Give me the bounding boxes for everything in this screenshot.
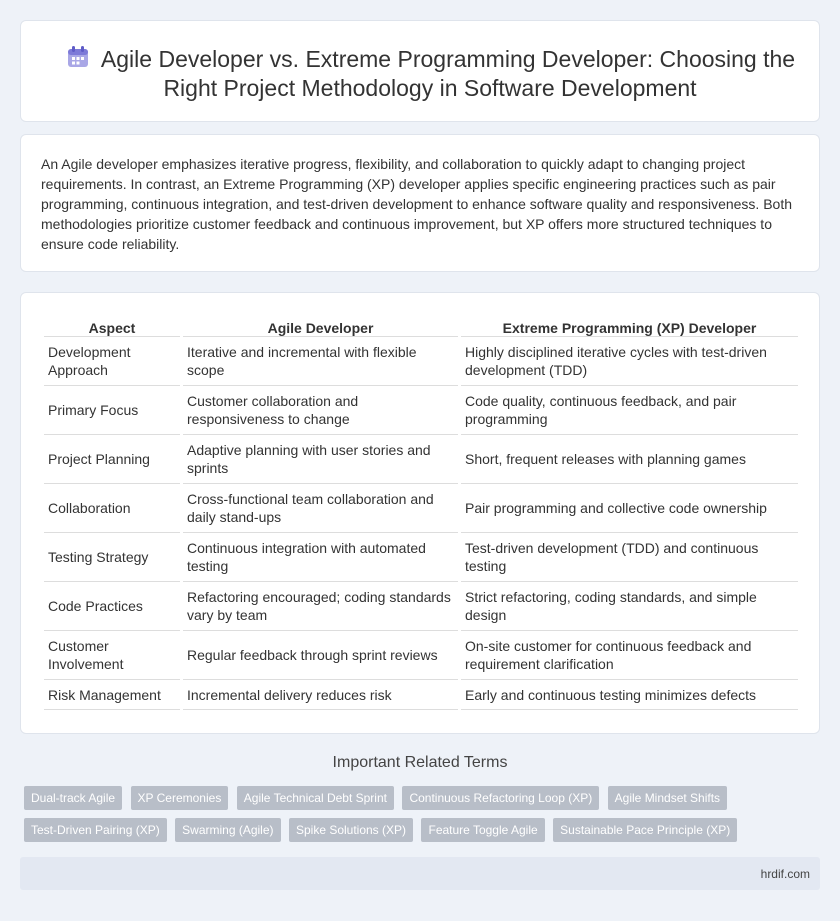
cell-xp: On-site customer for continuous feedback and requirement clarification bbox=[461, 631, 798, 680]
tag-link[interactable]: Swarming (Agile) bbox=[175, 818, 280, 842]
tag-link[interactable]: Sustainable Pace Principle (XP) bbox=[553, 818, 737, 842]
intro-card bbox=[20, 134, 820, 272]
table-row bbox=[44, 533, 798, 582]
cell-aspect: Customer Involvement bbox=[44, 631, 180, 680]
cell-aspect: Project Planning bbox=[44, 435, 180, 484]
related-terms-title: Important Related Terms bbox=[332, 754, 508, 771]
table-row bbox=[44, 680, 798, 710]
cell-xp: Test-driven development (TDD) and continuous testing bbox=[461, 533, 798, 582]
intro-paragraph: An Agile developer emphasizes iterative progress, flexibility, and collaboration to quickly adapt to changing project requirements. In contrast, an Extreme Programming (XP) developer applies specific engineering practices such as pair programming, continuous integration, and test-driven development to enhance software quality and responsiveness. Both methodologies prioritize customer feedback and continuous improvement, but XP offers more structured techniques to ensure code reliability. bbox=[41, 156, 793, 252]
tag-link[interactable]: Agile Technical Debt Sprint bbox=[237, 786, 394, 810]
table-row bbox=[44, 386, 798, 435]
tag-link[interactable]: Feature Toggle Agile bbox=[421, 818, 544, 842]
tag-link[interactable]: Test-Driven Pairing (XP) bbox=[24, 818, 167, 842]
page-title-text: Agile Developer vs. Extreme Programming Developer: Choosing the Right Project Methodology in Software Development bbox=[100, 46, 796, 101]
table-row bbox=[44, 435, 798, 484]
tag-link[interactable]: Continuous Refactoring Loop (XP) bbox=[402, 786, 599, 810]
cell-xp: Pair programming and collective code ownership bbox=[461, 484, 798, 533]
header-xp: Extreme Programming (XP) Developer bbox=[461, 315, 798, 337]
cell-xp: Early and continuous testing minimizes defects bbox=[461, 680, 798, 710]
cell-agile: Regular feedback through sprint reviews bbox=[183, 631, 458, 680]
cell-xp: Highly disciplined iterative cycles with test-driven development (TDD) bbox=[461, 337, 798, 386]
related-terms-tags bbox=[24, 786, 744, 850]
title-wrap bbox=[61, 45, 799, 103]
cell-aspect: Risk Management bbox=[44, 680, 180, 710]
cell-aspect: Testing Strategy bbox=[44, 533, 180, 582]
cell-agile: Incremental delivery reduces risk bbox=[183, 680, 458, 710]
comparison-table bbox=[41, 315, 801, 710]
comparison-card bbox=[20, 292, 820, 734]
cell-aspect: Collaboration bbox=[44, 484, 180, 533]
calendar-icon bbox=[65, 44, 91, 70]
tag-link[interactable]: Spike Solutions (XP) bbox=[289, 818, 413, 842]
header-aspect: Aspect bbox=[44, 315, 180, 337]
cell-aspect: Development Approach bbox=[44, 337, 180, 386]
cell-aspect: Primary Focus bbox=[44, 386, 180, 435]
table-row bbox=[44, 582, 798, 631]
cell-agile: Cross-functional team collaboration and daily stand-ups bbox=[183, 484, 458, 533]
cell-agile: Customer collaboration and responsiveness to change bbox=[183, 386, 458, 435]
cell-xp: Strict refactoring, coding standards, and simple design bbox=[461, 582, 798, 631]
table-row bbox=[44, 337, 798, 386]
tag-link[interactable]: Dual-track Agile bbox=[24, 786, 122, 810]
table-row bbox=[44, 631, 798, 680]
header-agile: Agile Developer bbox=[183, 315, 458, 337]
title-card bbox=[20, 20, 820, 122]
cell-agile: Iterative and incremental with flexible scope bbox=[183, 337, 458, 386]
cell-agile: Continuous integration with automated testing bbox=[183, 533, 458, 582]
footer bbox=[20, 857, 820, 890]
tag-link[interactable]: Agile Mindset Shifts bbox=[608, 786, 727, 810]
cell-xp: Short, frequent releases with planning games bbox=[461, 435, 798, 484]
table-row bbox=[44, 484, 798, 533]
tag-link[interactable]: XP Ceremonies bbox=[131, 786, 229, 810]
cell-xp: Code quality, continuous feedback, and pair programming bbox=[461, 386, 798, 435]
page-title bbox=[61, 45, 799, 103]
footer-site[interactable]: hrdif.com bbox=[760, 867, 810, 881]
cell-agile: Refactoring encouraged; coding standards vary by team bbox=[183, 582, 458, 631]
table-header-row bbox=[44, 315, 798, 337]
cell-aspect: Code Practices bbox=[44, 582, 180, 631]
cell-agile: Adaptive planning with user stories and sprints bbox=[183, 435, 458, 484]
